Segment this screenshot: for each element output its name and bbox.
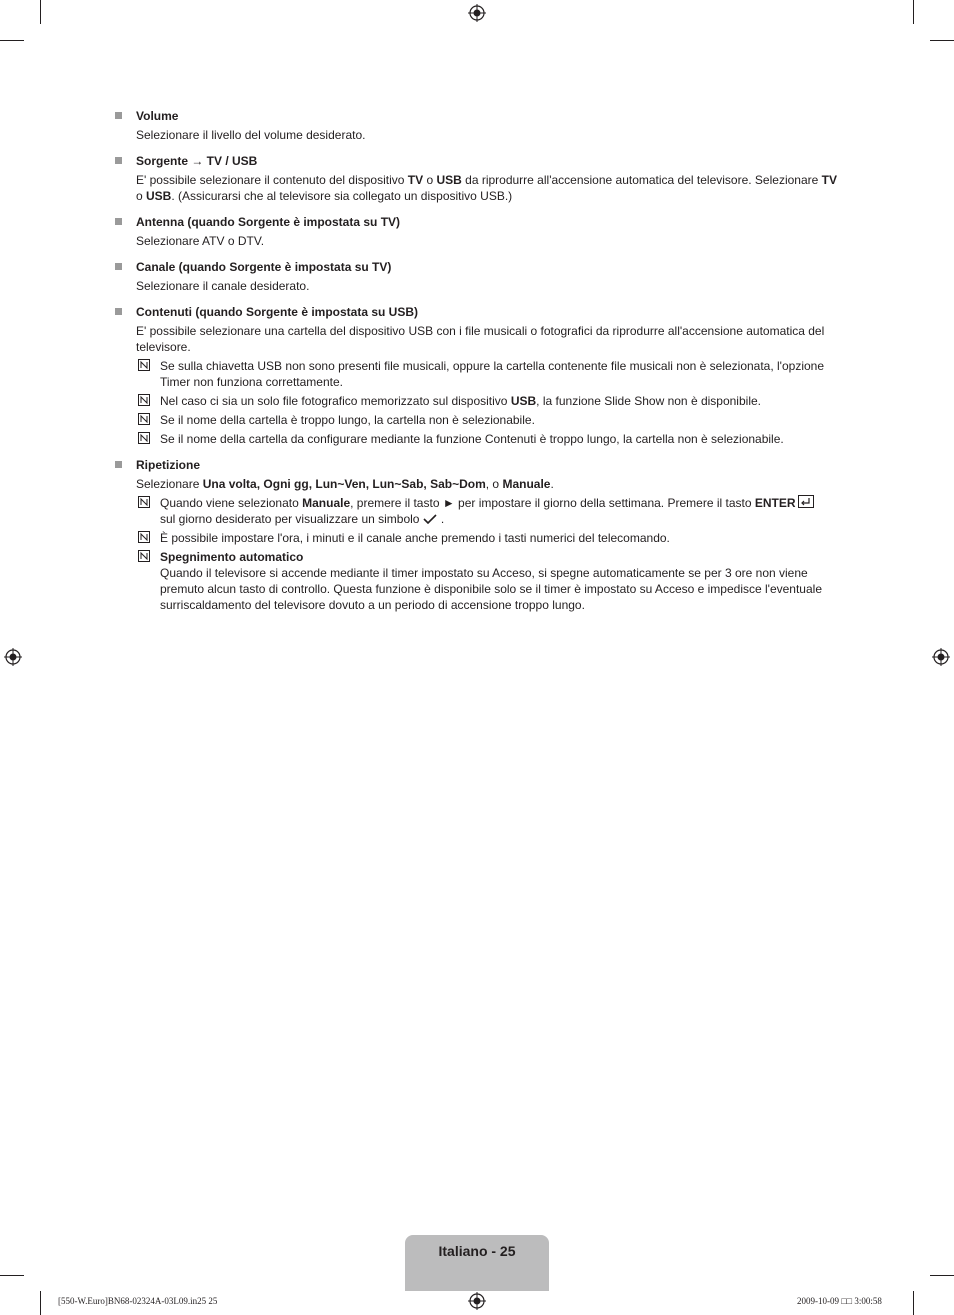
crop-mark [930, 1275, 954, 1276]
registration-mark-icon [4, 648, 22, 666]
print-slug-left: [550-W.Euro]BN68-02324A-03L09.in25 25 [58, 1296, 218, 1306]
section-ripetizione [112, 457, 842, 613]
note-item [136, 530, 842, 546]
note-text: Se il nome della cartella da configurare mediante la funzione Contenuti è troppo lungo, la cartella non è selezionabile. [160, 432, 784, 446]
note-icon [138, 550, 150, 562]
registration-mark-icon [932, 648, 950, 666]
square-bullet-icon [115, 157, 122, 164]
page-number-tab [405, 1235, 549, 1291]
registration-mark-icon [468, 4, 486, 22]
page-label: Italiano - 25 [438, 1243, 516, 1259]
section-body: Selezionare il livello del volume desiderato. [136, 128, 366, 142]
section-antenna [112, 214, 842, 249]
note-item [136, 412, 842, 428]
crop-mark [913, 1291, 914, 1315]
section-title: Volume [136, 109, 179, 123]
note-text: Quando il televisore si accende mediante il timer impostato su Acceso, si spegne automaticamente se per 3 ore non viene premuto alcun tasto di controllo. Questa funzione è disponibile solo se il timer è impostato su Acceso e impedisce l'eventuale surriscaldamento del televisore dovuto a un periodo di accensione troppo lungo. [160, 566, 822, 612]
square-bullet-icon [115, 461, 122, 468]
crop-mark [40, 0, 41, 24]
note-text: Quando viene selezionato Manuale, premere il tasto ► per impostare il giorno della settimana. Premere il tasto ENTER sul giorno desiderato per visualizzare un simbolo . [160, 496, 814, 526]
note-text: Nel caso ci sia un solo file fotografico memorizzato sul dispositivo USB, la funzione Slide Show non è disponibile. [160, 394, 761, 408]
section-body: Selezionare ATV o DTV. [136, 234, 265, 248]
registration-mark-icon [468, 1292, 486, 1310]
crop-mark [913, 0, 914, 24]
note-subtitle: Spegnimento automatico [160, 550, 304, 564]
enter-icon [798, 495, 814, 508]
note-icon [138, 359, 150, 371]
crop-mark [40, 1291, 41, 1315]
section-title: Canale (quando Sorgente è impostata su TV) [136, 260, 392, 274]
note-item [136, 393, 842, 409]
section-title: Contenuti (quando Sorgente è impostata su USB) [136, 305, 419, 319]
note-icon [138, 394, 150, 406]
section-body: Selezionare il canale desiderato. [136, 279, 310, 293]
section-body: E' possibile selezionare una cartella del dispositivo USB con i file musicali o fotografici da riprodurre all'accensione automatica del televisore. [136, 324, 825, 354]
note-item [136, 431, 842, 447]
note-icon [138, 496, 150, 508]
note-icon [138, 413, 150, 425]
section-volume [112, 108, 842, 143]
square-bullet-icon [115, 218, 122, 225]
square-bullet-icon [115, 112, 122, 119]
crop-mark [930, 40, 954, 41]
section-title: Sorgente → TV / USB [136, 154, 258, 168]
note-icon [138, 531, 150, 543]
section-title: Antenna (quando Sorgente è impostata su TV) [136, 215, 401, 229]
square-bullet-icon [115, 308, 122, 315]
note-icon [138, 432, 150, 444]
note-text: Se sulla chiavetta USB non sono presenti file musicali, oppure la cartella contenente file musicali non è selezionata, l'opzione Timer non funziona correttamente. [160, 359, 825, 389]
note-item [136, 358, 842, 390]
square-bullet-icon [115, 263, 122, 270]
note-item [136, 549, 842, 613]
note-item [136, 495, 842, 527]
manual-content [112, 108, 842, 623]
section-contenuti [112, 304, 842, 447]
section-sorgente [112, 153, 842, 204]
section-title: Ripetizione [136, 458, 201, 472]
section-body: Selezionare Una volta, Ogni gg, Lun~Ven, Lun~Sab, Sab~Dom, o Manuale. [136, 477, 554, 491]
print-slug-right: 2009-10-09 □□ 3:00:58 [797, 1296, 882, 1306]
section-body: E' possibile selezionare il contenuto del dispositivo TV o USB da riprodurre all'accensione automatica del televisore. Selezionare TV o USB. (Assicurarsi che al televisore sia collegato un dispositivo USB.) [136, 173, 837, 203]
crop-mark [0, 1275, 24, 1276]
crop-mark [0, 40, 24, 41]
checkmark-icon [423, 512, 437, 522]
note-text: È possibile impostare l'ora, i minuti e il canale anche premendo i tasti numerici del telecomando. [160, 531, 670, 545]
section-canale [112, 259, 842, 294]
note-text: Se il nome della cartella è troppo lungo, la cartella non è selezionabile. [160, 413, 535, 427]
